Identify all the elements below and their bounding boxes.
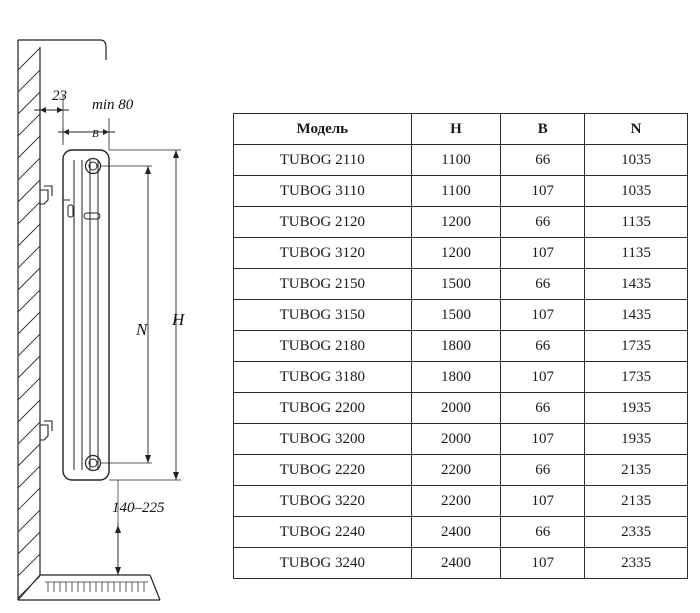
table-header <box>234 114 688 145</box>
cell-h: 1200 <box>411 238 501 269</box>
cell-model: TUBOG 3120 <box>234 238 412 269</box>
cell-n: 1135 <box>585 207 688 238</box>
dimension-label-floor-distance: 140–225 <box>112 500 165 516</box>
cell-b: 66 <box>501 269 585 300</box>
cell-n: 2135 <box>585 455 688 486</box>
cell-b: 107 <box>501 548 585 579</box>
cell-b: 66 <box>501 393 585 424</box>
cell-model: TUBOG 2240 <box>234 517 412 548</box>
cell-h: 1800 <box>411 362 501 393</box>
cell-model: TUBOG 2110 <box>234 145 412 176</box>
cell-model: TUBOG 3110 <box>234 176 412 207</box>
cell-model: TUBOG 3180 <box>234 362 412 393</box>
drawing-svg <box>0 0 240 613</box>
cell-n: 1735 <box>585 362 688 393</box>
column-header-b: B <box>501 114 585 145</box>
radiator-drawing <box>0 0 240 613</box>
cell-model: TUBOG 2200 <box>234 393 412 424</box>
cell-model: TUBOG 3220 <box>234 486 412 517</box>
cell-h: 2200 <box>411 486 501 517</box>
table-row <box>234 331 688 362</box>
table-row <box>234 548 688 579</box>
cell-n: 1435 <box>585 269 688 300</box>
cell-n: 2135 <box>585 486 688 517</box>
cell-h: 2000 <box>411 393 501 424</box>
dimension-label-h: H <box>172 310 185 329</box>
table-row <box>234 455 688 486</box>
cell-n: 1135 <box>585 238 688 269</box>
cell-b: 107 <box>501 176 585 207</box>
cell-n: 1735 <box>585 331 688 362</box>
cell-model: TUBOG 3200 <box>234 424 412 455</box>
cell-n: 1935 <box>585 393 688 424</box>
table-row <box>234 176 688 207</box>
table-row <box>234 424 688 455</box>
cell-b: 66 <box>501 455 585 486</box>
cell-model: TUBOG 3150 <box>234 300 412 331</box>
cell-n: 2335 <box>585 517 688 548</box>
table-row <box>234 269 688 300</box>
cell-h: 2000 <box>411 424 501 455</box>
table-row <box>234 362 688 393</box>
cell-n: 1435 <box>585 300 688 331</box>
cell-b: 107 <box>501 486 585 517</box>
cell-h: 1100 <box>411 176 501 207</box>
table-header-row <box>234 114 688 145</box>
cell-h: 1100 <box>411 145 501 176</box>
cell-n: 1035 <box>585 176 688 207</box>
cell-n: 1035 <box>585 145 688 176</box>
dimension-label-n: N <box>136 320 148 339</box>
table-row <box>234 238 688 269</box>
cell-model: TUBOG 2120 <box>234 207 412 238</box>
cell-b: 107 <box>501 300 585 331</box>
cell-h: 1500 <box>411 269 501 300</box>
cell-b: 107 <box>501 238 585 269</box>
cell-h: 2400 <box>411 548 501 579</box>
cell-b: 107 <box>501 424 585 455</box>
cell-model: TUBOG 2150 <box>234 269 412 300</box>
table-row <box>234 517 688 548</box>
table-row <box>234 300 688 331</box>
cell-h: 2200 <box>411 455 501 486</box>
table-row <box>234 145 688 176</box>
table-body <box>234 145 688 579</box>
dimension-label-min80: min 80 <box>92 97 134 113</box>
column-header-n: N <box>585 114 688 145</box>
cell-b: 107 <box>501 362 585 393</box>
cell-n: 2335 <box>585 548 688 579</box>
dimension-label-b: B <box>92 128 99 140</box>
cell-h: 1200 <box>411 207 501 238</box>
specification-table <box>233 113 688 579</box>
table-row <box>234 207 688 238</box>
column-header-h: H <box>411 114 501 145</box>
cell-b: 66 <box>501 207 585 238</box>
cell-model: TUBOG 2180 <box>234 331 412 362</box>
column-header-model: Модель <box>234 114 412 145</box>
cell-h: 1800 <box>411 331 501 362</box>
cell-b: 66 <box>501 331 585 362</box>
table-row <box>234 393 688 424</box>
cell-n: 1935 <box>585 424 688 455</box>
cell-h: 2400 <box>411 517 501 548</box>
table-row <box>234 486 688 517</box>
dimension-label-23: 23 <box>52 88 67 104</box>
cell-h: 1500 <box>411 300 501 331</box>
cell-model: TUBOG 3240 <box>234 548 412 579</box>
cell-b: 66 <box>501 517 585 548</box>
cell-model: TUBOG 2220 <box>234 455 412 486</box>
cell-b: 66 <box>501 145 585 176</box>
